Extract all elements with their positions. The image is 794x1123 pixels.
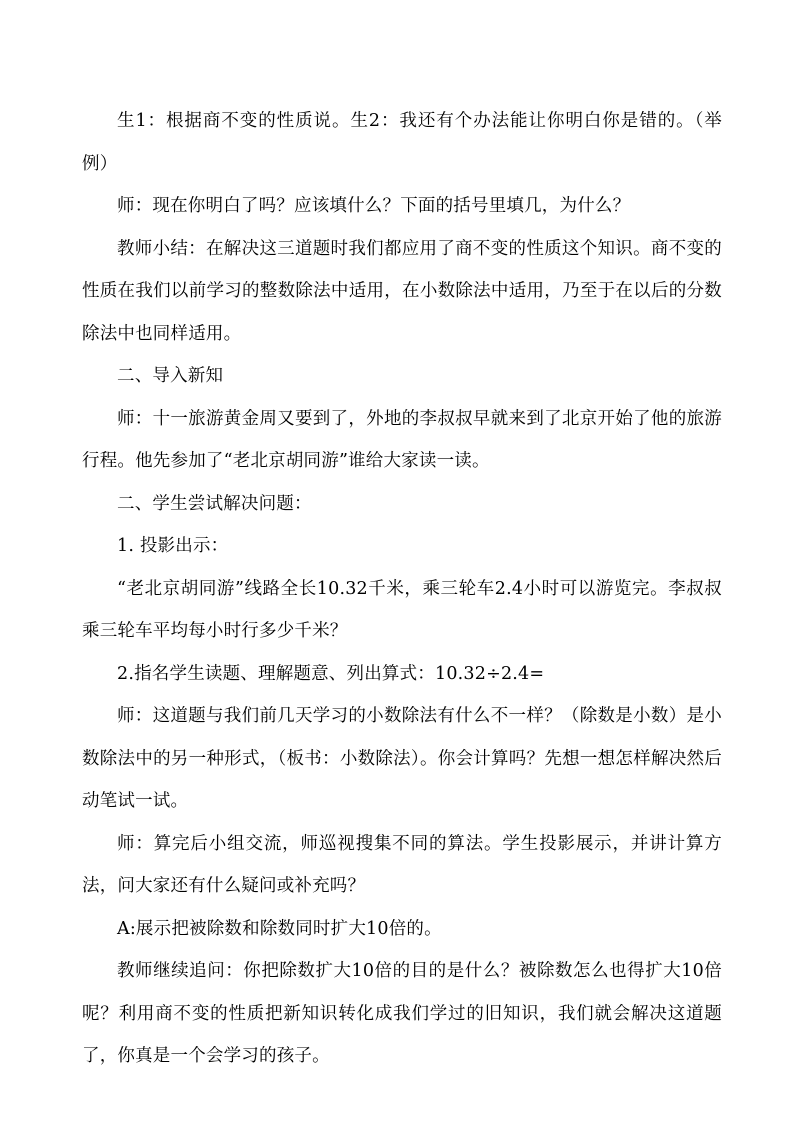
paragraph-group-exchange: 师：算完后小组交流，师巡视搜集不同的算法。学生投影展示，并讲计算方法，问大家还有什么疑问或补充吗？ [82,833,722,896]
paragraph-student-answers: 生1：根据商不变的性质说。生2：我还有个办法能让你明白你是错的。（举例） [82,111,722,174]
paragraph-teacher-summary: 教师小结：在解决这三道题时我们都应用了商不变的性质这个知识。商不变的性质在我们以前学习的整数除法中适用，在小数除法中适用，乃至于在以后的分数除法中也同样适用。 [82,238,722,344]
paragraph-teacher-question: 师：现在你明白了吗？应该填什么？下面的括号里填几，为什么？ [117,196,631,216]
paragraph-answer-a: A:展示把被除数和除数同时扩大10倍的。 [117,918,442,939]
paragraph-teacher-followup: 教师继续追问：你把除数扩大10倍的目的是什么？被除数怎么也得扩大10倍呢？利用商不变的性质把新知识转化成我们学过的旧知识，我们就会解决这道题了，你真是一个会学习的孩子。 [82,961,722,1066]
section-heading-try: 二、学生尝试解决问题： [117,493,312,514]
section-heading-intro: 二、导入新知 [117,366,224,386]
paragraph-teacher-difference: 师：这道题与我们前几天学习的小数除法有什么不一样？（除数是小数）是小数除法中的另一种形式，（板书：小数除法）。你会计算吗？先想一想怎样解决然后动笔试一试。 [82,706,722,811]
paragraph-intro-story: 师：十一旅游黄金周又要到了，外地的李叔叔早就来到了北京开始了他的旅游行程。他先参加了“老北京胡同游”谁给大家读一读。 [82,408,722,471]
list-item-equation: 2.指名学生读题、理解题意、列出算式：10.32÷2.4= [117,663,545,684]
paragraph-word-problem: “老北京胡同游”线路全长10.32千米，乘三轮车2.4小时可以游览完。李叔叔乘三轮车平均每小时行多少千米？ [82,578,722,641]
list-item-projection: 1. 投影出示： [117,536,229,556]
document-body [82,100,722,1078]
